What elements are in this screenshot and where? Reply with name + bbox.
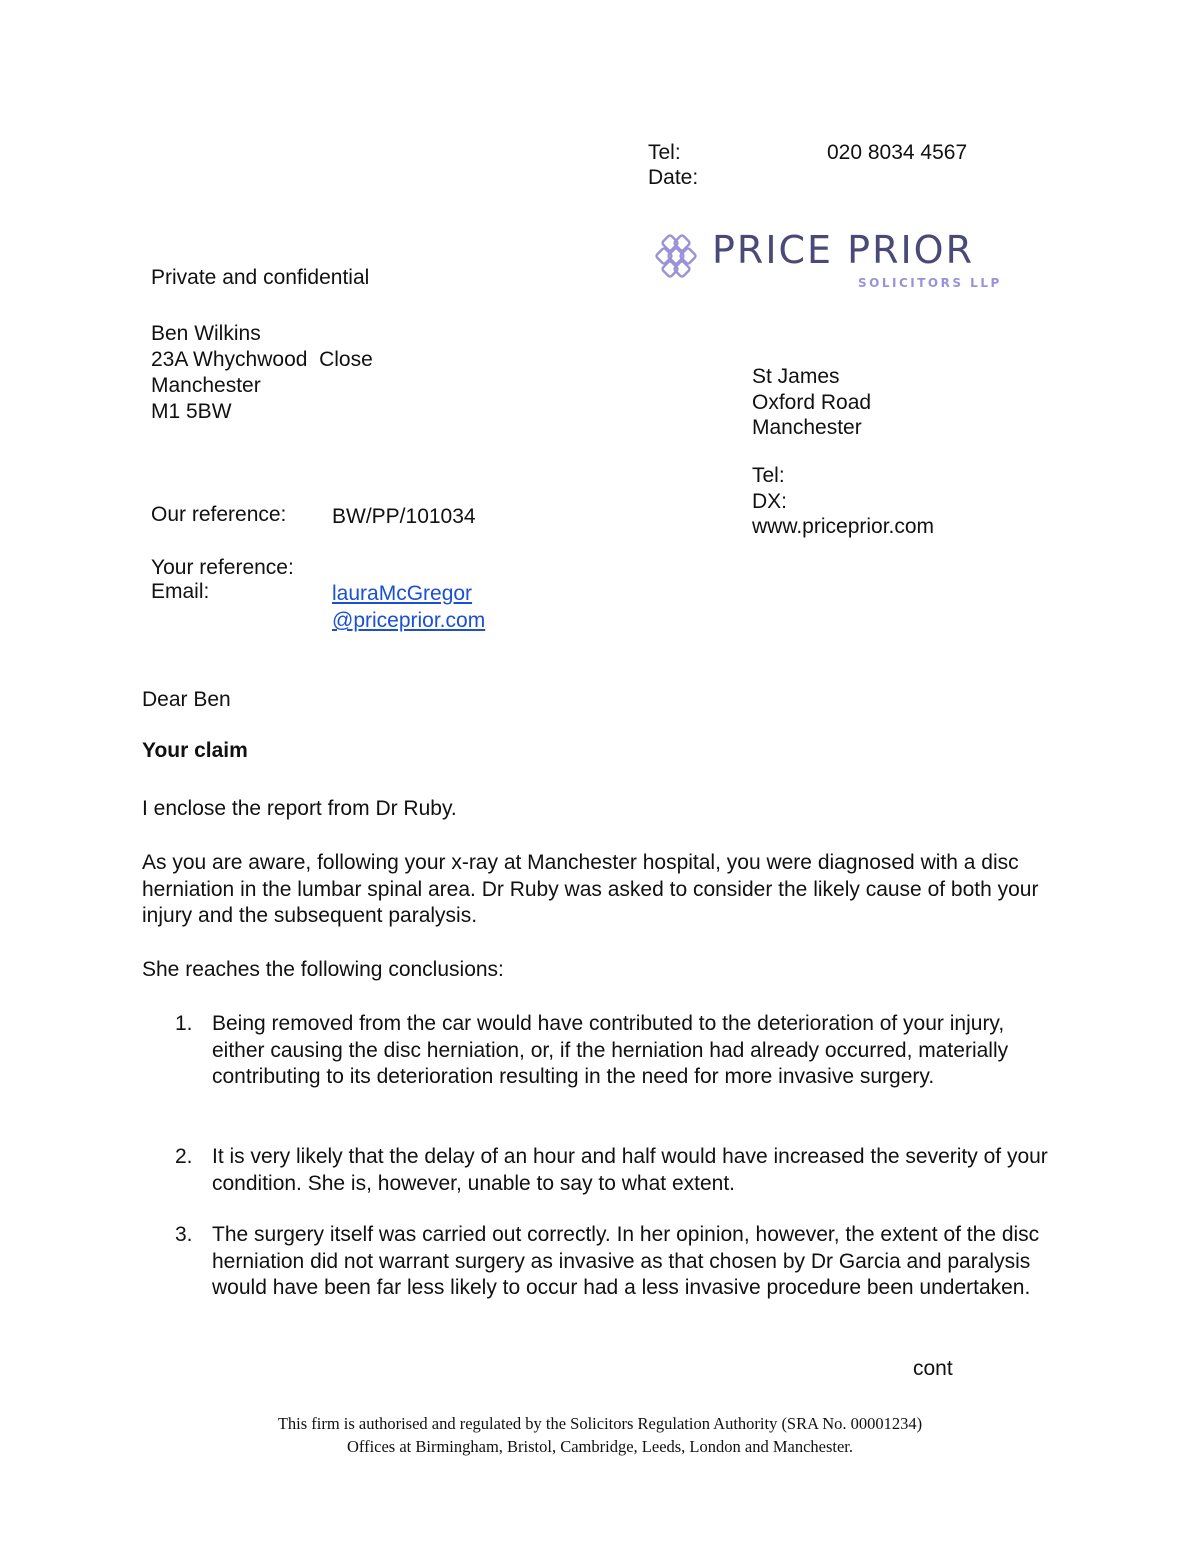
footer-line-1: This firm is authorised and regulated by the Solicitors Regulation Authority (SRA No. 00001234) [277,1414,923,1433]
confidential-notice: Private and confidential [151,266,370,289]
office-address [752,364,871,441]
email-label: Email: [151,580,210,603]
office-line-3: Manchester [752,416,862,439]
body-paragraph-1: I enclose the report from Dr Ruby. [142,797,457,820]
recipient-name: Ben Wilkins [151,322,261,345]
letter-subject: Your claim [142,739,248,762]
body-paragraph-2: As you are aware, following your x-ray at Manchester hospital, you were diagnosed with a disc herniation in the lumbar spinal area. Dr Ruby was asked to consider the likely cause of both your injury and the subsequent paralysis. [142,851,1039,927]
logo-subtitle: SOLICITORS LLP [858,276,1002,290]
diamond-lattice-logo-icon [654,234,698,278]
your-reference-label: Your reference: [151,556,294,579]
office-dx-label: DX: [752,489,788,513]
office-tel-label: Tel: [752,464,785,487]
salutation: Dear Ben [142,688,231,711]
conclusion-text: It is very likely that the delay of an hour and half would have increased the severity of your condition. She is, however, unable to say to what extent. [212,1145,1048,1195]
recipient-postcode: M1 5BW [151,400,232,423]
footer-line-2: Offices at Birmingham, Bristol, Cambridge, Leeds, London and Manchester. [346,1437,854,1456]
recipient-street: 23A Whychwood Close [151,348,373,371]
firm-logo [654,228,1002,294]
regulatory-footer [0,1412,1200,1458]
office-website[interactable]: www.priceprior.com [752,515,935,538]
conclusion-number: 2. [175,1145,193,1168]
office-line-2: Oxford Road [752,390,872,414]
conclusion-text: The surgery itself was carried out correctly. In her opinion, however, the extent of the disc herniation did not warrant surgery as invasive as that chosen by Dr Garcia and paralysis would have been far less likely to occur had a less invasive procedure been undertaken. [212,1223,1040,1299]
office-line-1: St James [752,365,840,388]
email-link[interactable] [332,580,485,634]
office-contact [752,463,934,540]
header-tel-value: 020 8034 4567 [827,141,968,164]
recipient-address [151,321,373,425]
conclusion-number: 1. [175,1012,193,1035]
our-reference-label: Our reference: [151,503,287,526]
logo-wordmark: PRICE PRIOR [712,228,974,272]
recipient-city: Manchester [151,374,261,397]
header-tel-label: Tel: [648,141,681,164]
header-date-label: Date: [648,166,699,189]
our-reference-value: BW/PP/101034 [332,505,476,528]
continued-marker: cont [913,1357,953,1380]
email-link-line-1[interactable]: lauraMcGregor [332,582,473,605]
body-paragraph-3: She reaches the following conclusions: [142,958,504,981]
conclusion-number: 3. [175,1223,193,1246]
email-link-line-2[interactable]: @priceprior.com [332,609,486,632]
conclusion-text: Being removed from the car would have contributed to the deterioration of your injury, either causing the disc herniation, or, if the herniation had already occurred, materially contributing to its deterioration resulting in the need for more invasive surgery. [212,1012,1009,1088]
